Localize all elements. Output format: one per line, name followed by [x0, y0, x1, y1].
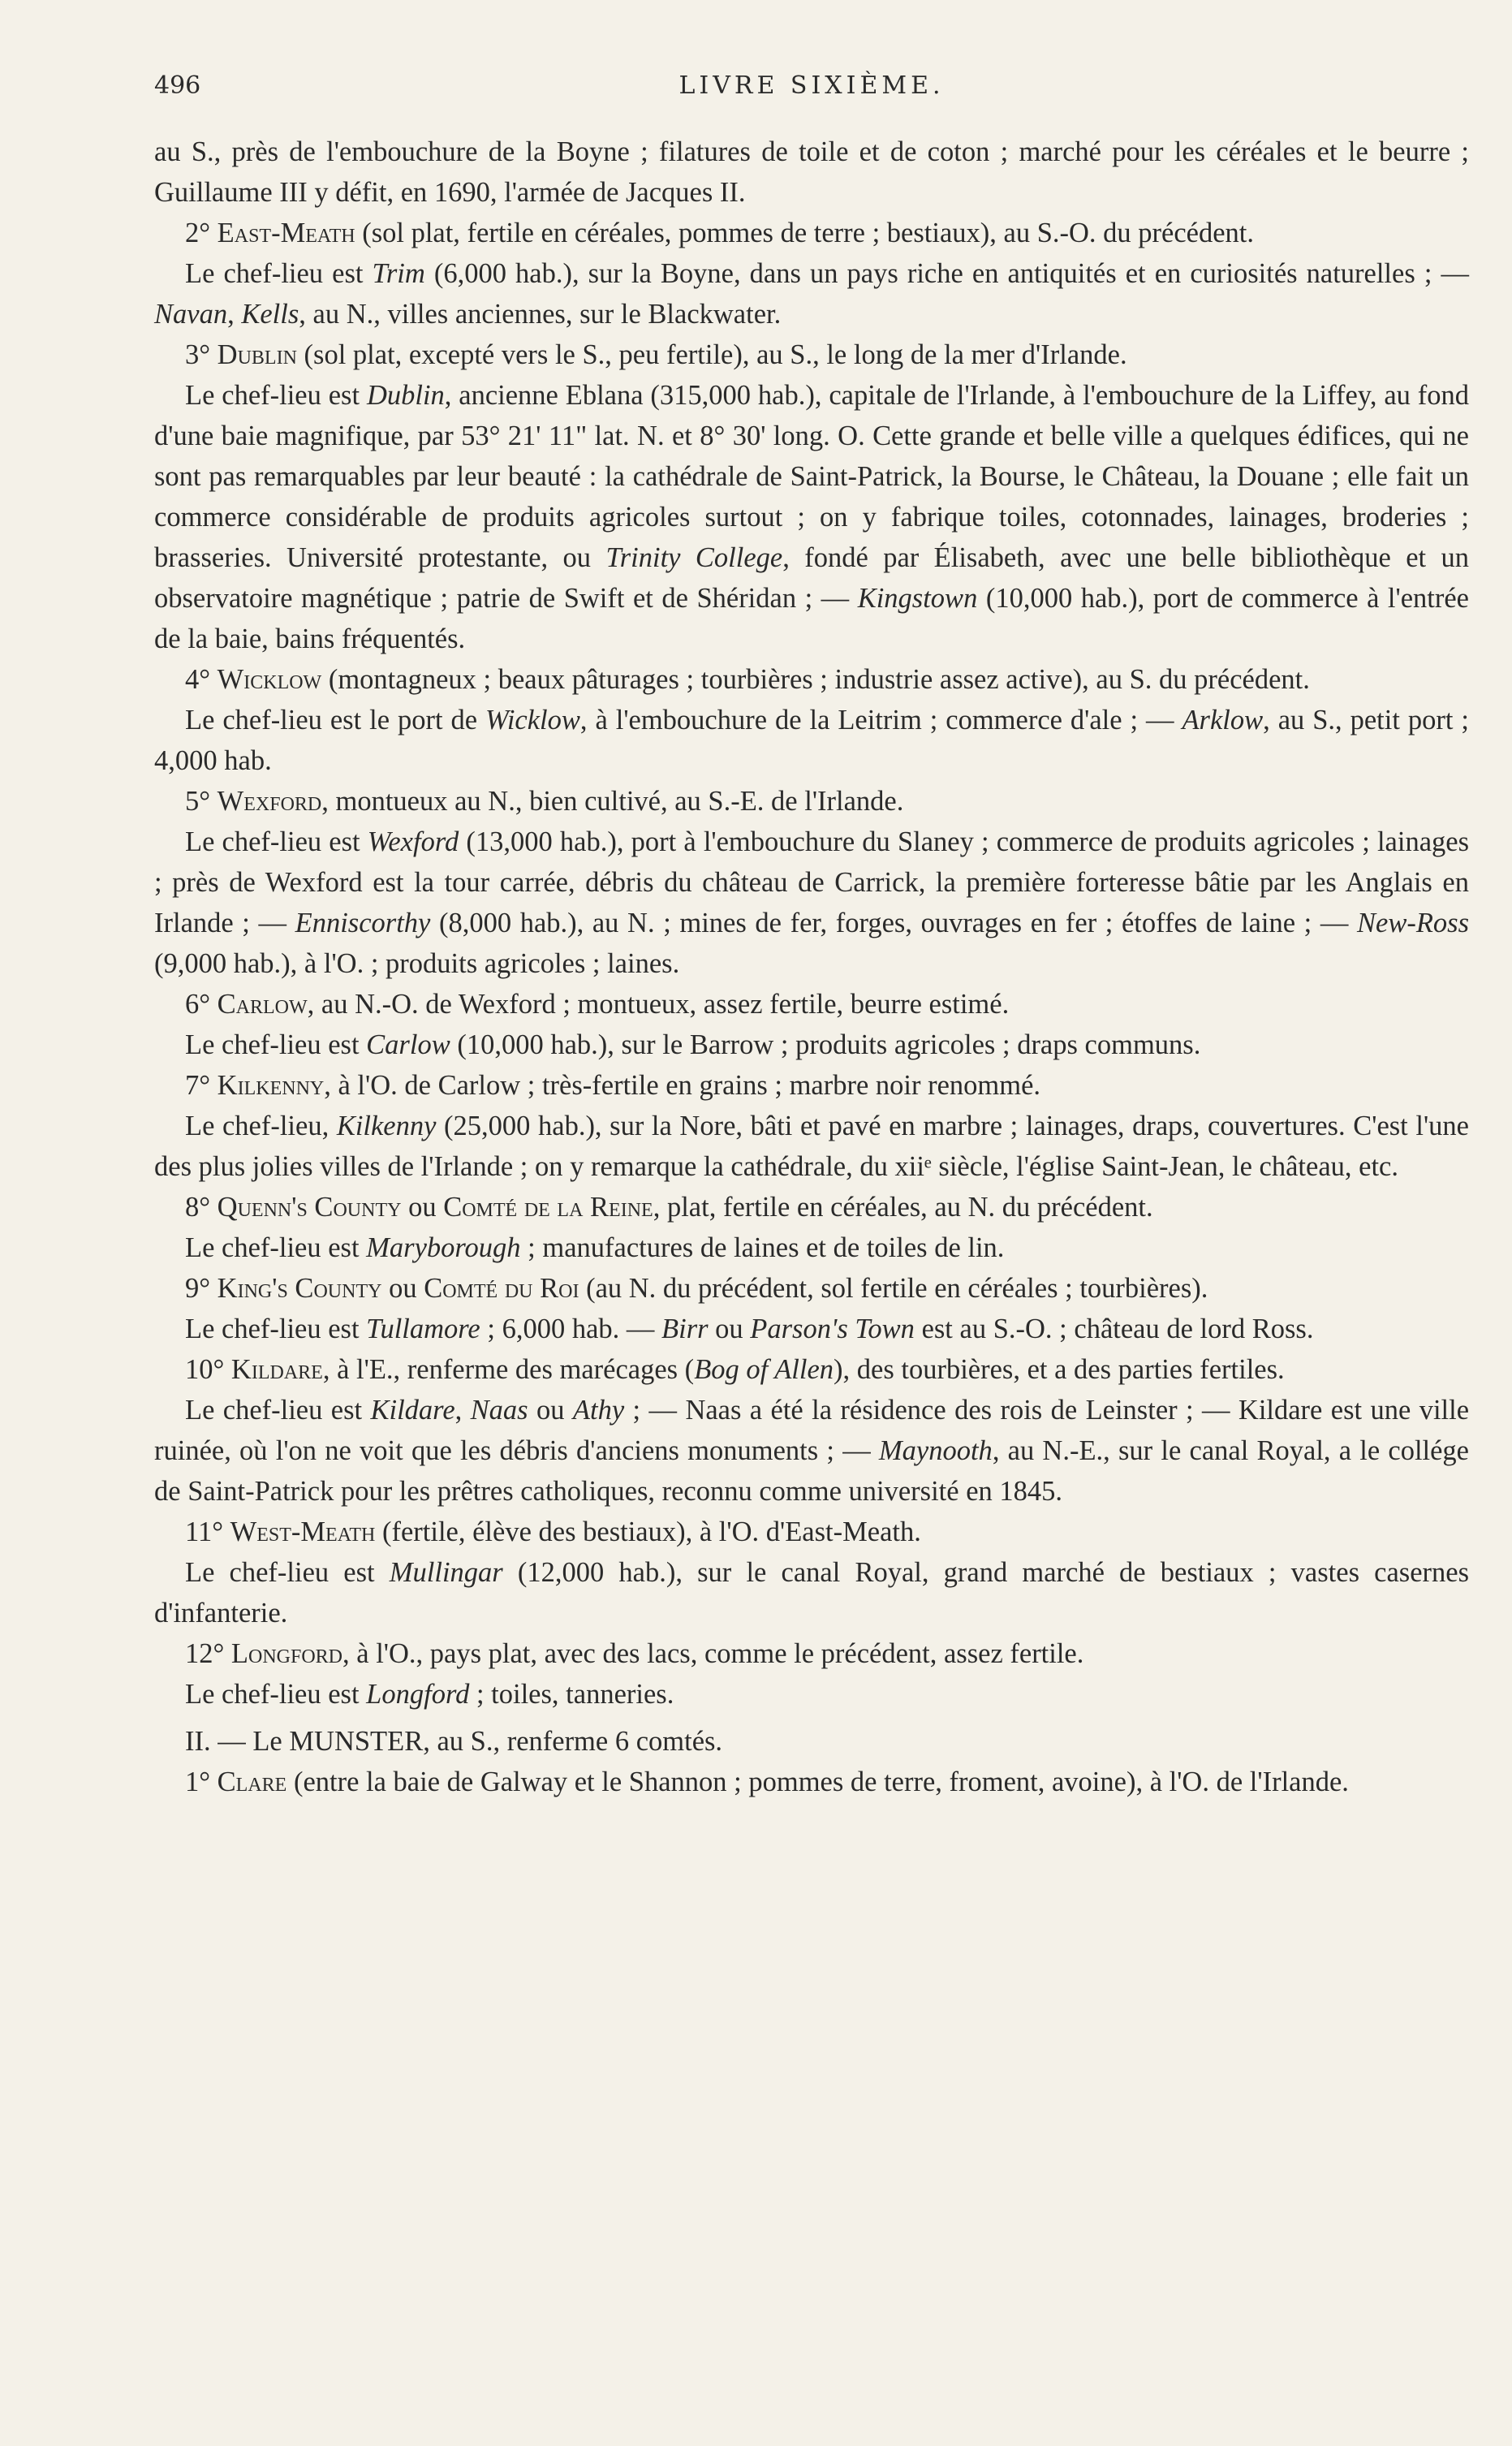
text-run: Le chef-lieu est — [185, 1029, 367, 1060]
text-run: Le chef-lieu est — [185, 1314, 367, 1344]
place-name: Naas — [470, 1395, 528, 1426]
text-run: 12° — [185, 1638, 231, 1669]
paragraph — [154, 334, 1469, 375]
text-run: ou — [528, 1395, 573, 1426]
place-name: Tullamore — [366, 1314, 480, 1344]
text-run: , fondé par Élisabeth, avec une belle bibliothèque et un observatoire magnétique ; patrie de Swift et de Shéridan ; — — [154, 542, 1469, 614]
page-header — [154, 71, 1469, 112]
text-run: ), des tourbières, et a des parties fertiles. — [834, 1354, 1285, 1385]
text-run: 11° — [185, 1516, 230, 1547]
paragraph — [154, 700, 1469, 781]
county-name: King's County — [217, 1273, 382, 1304]
text-run: , plat, fertile en céréales, au N. du précédent. — [653, 1192, 1153, 1223]
paragraph — [154, 1187, 1469, 1227]
text-run: (entre la baie de Galway et le Shannon ; pommes de terre, froment, avoine), à l'O. de l'Irlande. — [286, 1767, 1349, 1797]
place-name: Wexford — [367, 826, 459, 857]
text-run: 3° — [185, 339, 218, 370]
text-run: Le chef-lieu, — [185, 1111, 337, 1141]
paragraph — [154, 1512, 1469, 1552]
place-name: Kilkenny — [336, 1111, 437, 1141]
running-title: LIVRE SIXIÈME. — [678, 71, 945, 100]
text-run: , à l'O. de Carlow ; très-fertile en grains ; marbre noir renommé. — [324, 1070, 1041, 1101]
text-run: , à l'E., renferme des marécages ( — [322, 1354, 695, 1385]
county-name: Longford — [230, 1638, 343, 1669]
text-run: , au S., petit port ; 4,000 hab. — [154, 705, 1469, 776]
place-name: Wicklow — [485, 705, 580, 736]
place-name: New-Ross — [1357, 908, 1469, 938]
county-name: Quenn's County — [217, 1192, 402, 1223]
place-name: Maryborough — [366, 1232, 521, 1263]
paragraph — [154, 1762, 1469, 1802]
text-run: 7° — [185, 1070, 218, 1101]
county-name: Wexford — [217, 786, 322, 817]
place-name: Birr — [661, 1314, 709, 1344]
text-run: (fertile, élève des bestiaux), à l'O. d'East-Meath. — [375, 1516, 921, 1547]
county-name: Dublin — [217, 339, 297, 370]
text-run: ; toiles, tanneries. — [469, 1679, 674, 1710]
text-run: (au N. du précédent, sol fertile en céréales ; tourbières). — [579, 1273, 1208, 1304]
text-run: Le chef-lieu est — [185, 1232, 367, 1263]
county-name: Comté de la Reine — [443, 1192, 653, 1223]
place-name: Arklow — [1182, 705, 1264, 736]
county-name: West-Meath — [230, 1516, 376, 1547]
text-run: est au S.-O. ; château de lord Ross. — [914, 1314, 1314, 1344]
place-name: Trim — [372, 258, 425, 289]
text-run: 5° — [185, 786, 218, 817]
text-run: 2° — [185, 218, 218, 248]
place-name: Kells — [241, 299, 299, 330]
place-name: Mullingar — [389, 1557, 503, 1588]
place-name: Parson's Town — [750, 1314, 915, 1344]
text-run: ou — [708, 1314, 751, 1344]
place-name: Athy — [572, 1395, 625, 1426]
text-run: 6° — [185, 989, 218, 1020]
county-name: Clare — [217, 1767, 287, 1797]
text-run: , montueux au N., bien cultivé, au S.-E. de l'Irlande. — [321, 786, 904, 817]
text-run: (sol plat, fertile en céréales, pommes de terre ; bestiaux), au S.-O. du précédent. — [355, 218, 1254, 248]
paragraph — [154, 1106, 1469, 1187]
text-run: Le chef-lieu est — [185, 380, 367, 411]
paragraph — [154, 1309, 1469, 1349]
text-run: (12,000 hab.), sur le canal Royal, grand marché de bestiaux ; vastes casernes d'infanterie. — [154, 1557, 1470, 1629]
text-run: , au N.-O. de Wexford ; montueux, assez fertile, beurre estimé. — [307, 989, 1010, 1020]
text-run: (10,000 hab.), port de commerce à l'entrée de la baie, bains fréquentés. — [154, 583, 1469, 654]
place-name: Kildare — [370, 1395, 455, 1426]
paragraph — [154, 132, 1469, 213]
text-run: (6,000 hab.), sur la Boyne, dans un pays riche en antiquités et en curiosités naturelles ; — — [424, 258, 1470, 289]
text-run: au S., près de l'embouchure de la Boyne ; filatures de toile et de coton ; marché pour les céréales et le beurre ; Guillaume III y défit, en 1690, l'armée de Jacques II. — [154, 136, 1469, 208]
paragraph — [154, 1552, 1469, 1633]
text-run: , — [454, 1395, 471, 1426]
county-name: East-Meath — [217, 218, 355, 248]
text-run: Le chef-lieu est — [185, 826, 368, 857]
text-run: Le chef-lieu est — [185, 258, 373, 289]
text-run: (13,000 hab.), port à l'embouchure du Slaney ; commerce de produits agricoles ; lainages ; près de Wexford est la tour carrée, débris du château de Carrick, la première forteresse bâtie par les Anglais en Irlande ; — — [154, 826, 1469, 938]
text-run: , à l'embouchure de la Leitrim ; commerce d'ale ; — — [579, 705, 1182, 736]
section-heading — [154, 1721, 1469, 1762]
text-run: 1° — [185, 1767, 218, 1797]
paragraph — [154, 659, 1469, 700]
text-run: ; 6,000 hab. — — [480, 1314, 662, 1344]
text-run: (10,000 hab.), sur le Barrow ; produits agricoles ; draps communs. — [450, 1029, 1201, 1060]
place-name: Carlow — [366, 1029, 450, 1060]
paragraph — [154, 984, 1469, 1025]
paragraph — [154, 781, 1469, 822]
page-number: 496 — [154, 71, 201, 100]
place-name: Enniscorthy — [295, 908, 431, 938]
place-name: Kingstown — [857, 583, 978, 614]
text-run: 8° — [185, 1192, 218, 1223]
text-run: , au N., villes anciennes, sur le Blackwater. — [299, 299, 782, 330]
county-name: Kildare — [230, 1354, 323, 1385]
place-name: Trinity College — [605, 542, 783, 573]
text-run: , — [227, 299, 242, 330]
paragraph — [154, 822, 1469, 984]
county-name: Kilkenny — [217, 1070, 325, 1101]
text-run: 10° — [185, 1354, 231, 1385]
text-run: ou — [381, 1273, 424, 1304]
paragraph — [154, 1025, 1469, 1065]
place-name: Longford — [366, 1679, 470, 1710]
text-run: (montagneux ; beaux pâturages ; tourbières ; industrie assez active), au S. du précédent. — [321, 664, 1310, 695]
text-run: , à l'O., pays plat, avec des lacs, comme le précédent, assez fertile. — [342, 1638, 1084, 1669]
text-run: Le chef-lieu est le port de — [185, 705, 485, 736]
county-name: Wicklow — [217, 664, 322, 695]
place-name: Navan — [154, 299, 228, 330]
place-name: Dublin — [366, 380, 445, 411]
text-run: Le chef-lieu est — [185, 1395, 371, 1426]
text-run: ; — Naas a été la résidence des rois de Leinster ; — Kildare est une ville ruinée, où l'on ne voit que les débris d'anciens monuments ; — — [154, 1395, 1470, 1466]
text-run: , au N.-E., sur le canal Royal, a le collége de Saint-Patrick pour les prêtres catholiques, reconnu comme université en 1845. — [154, 1435, 1469, 1507]
paragraph — [154, 1065, 1469, 1106]
text-run: ou — [401, 1192, 444, 1223]
text-run: (25,000 hab.), sur la Nore, bâti et pavé en marbre ; lainages, draps, couvertures. C'est l'une des plus jolies villes de l'Irlande ; on y remarque la cathédrale, du xiiᵉ siècle, l'église Saint-Jean, le château, etc. — [154, 1111, 1469, 1182]
paragraph — [154, 1390, 1469, 1512]
paragraph — [154, 253, 1469, 334]
text-run: 4° — [185, 664, 218, 695]
text-run: Le chef-lieu est — [185, 1557, 390, 1588]
text-run: (8,000 hab.), au N. ; mines de fer, forges, ouvrages en fer ; étoffes de laine ; — — [430, 908, 1357, 938]
text-run: ; manufactures de laines et de toiles de lin. — [520, 1232, 1005, 1263]
paragraph — [154, 1349, 1469, 1390]
text-run: II. — Le MUNSTER, au S., renferme 6 comtés. — [185, 1726, 723, 1757]
text-run: (9,000 hab.), à l'O. ; produits agricoles ; laines. — [154, 948, 680, 979]
text-run: Le chef-lieu est — [185, 1679, 367, 1710]
body-text — [154, 132, 1469, 1802]
text-run: (sol plat, excepté vers le S., peu fertile), au S., le long de la mer d'Irlande. — [296, 339, 1127, 370]
paragraph — [154, 1674, 1469, 1715]
paragraph — [154, 1227, 1469, 1268]
county-name: Carlow — [217, 989, 308, 1020]
place-name: Maynooth — [878, 1435, 993, 1466]
county-name: Comté du Roi — [424, 1273, 579, 1304]
paragraph — [154, 375, 1469, 659]
text-run: 9° — [185, 1273, 218, 1304]
place-name: Bog of Allen — [694, 1354, 834, 1385]
paragraph — [154, 1268, 1469, 1309]
paragraph — [154, 213, 1469, 253]
text-run: , ancienne Eblana (315,000 hab.), capitale de l'Irlande, à l'embouchure de la Liffey, au fond d'une baie magnifique, par 53° 21' 11" lat. N. et 8° 30' long. O. Cette grande et belle ville a quelques édifices, qui ne sont pas remarquables par leur beauté : la cathédrale de Saint-Patrick, la Bourse, le Château, la Douane ; elle fait un commerce considérable de produits agricoles surtout ; on y fabrique toiles, cotonnades, lainages, broderies ; brasseries. Université protestante, ou — [154, 380, 1470, 573]
paragraph — [154, 1633, 1469, 1674]
